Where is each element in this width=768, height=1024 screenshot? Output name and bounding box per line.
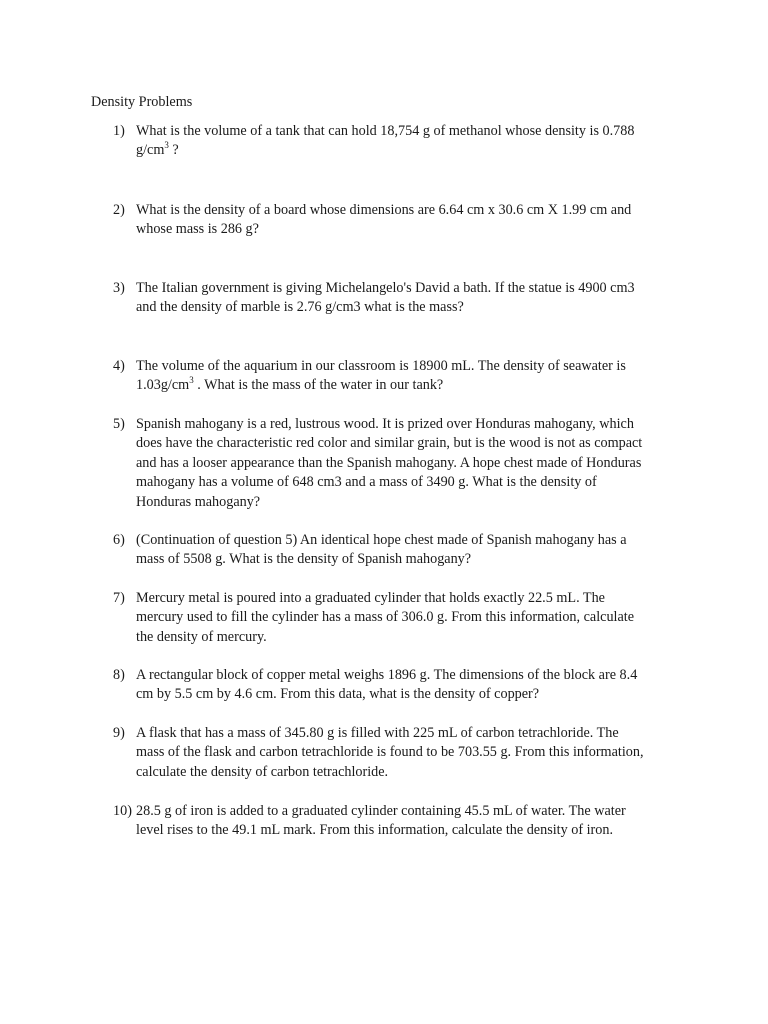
question-number: 10) xyxy=(113,803,132,819)
question-number: 5) xyxy=(113,416,125,432)
question-text xyxy=(136,279,673,318)
question-number: 6) xyxy=(113,532,125,548)
question-text xyxy=(136,531,673,570)
question-line: and the density of marble is 2.76 g/cm3 what is the mass? xyxy=(136,299,464,316)
question-line: (Continuation of question 5) An identical hope chest made of Spanish mahogany has a xyxy=(136,532,627,548)
question-item xyxy=(113,531,673,570)
question-text xyxy=(136,802,673,841)
question-line: What is the volume of a tank that can hold 18,754 g of methanol whose density is 0.788 xyxy=(136,123,635,139)
question-text xyxy=(136,415,673,512)
question-line: The Italian government is giving Michelangelo's David a bath. If the statue is 4900 cm3 xyxy=(136,280,635,296)
question-text xyxy=(136,724,673,782)
question-item xyxy=(113,802,673,841)
question-number: 7) xyxy=(113,590,125,606)
question-line: the density of mercury. xyxy=(136,628,267,645)
question-line: Mercury metal is poured into a graduated cylinder that holds exactly 22.5 mL. The xyxy=(136,590,605,606)
question-line xyxy=(136,141,673,160)
question-item xyxy=(113,666,673,705)
question-line: Spanish mahogany is a red, lustrous wood. It is prized over Honduras mahogany, which xyxy=(136,416,634,432)
question-item xyxy=(113,201,673,240)
unit-tail-text: ? xyxy=(168,142,179,159)
question-item xyxy=(113,122,673,161)
question-number: 1) xyxy=(113,123,125,139)
question-number: 8) xyxy=(113,667,125,683)
question-line: mass of 5508 g. What is the density of Spanish mahogany? xyxy=(136,551,472,568)
question-line: The volume of the aquarium in our classroom is 18900 mL. The density of seawater is xyxy=(136,358,626,374)
question-number: 4) xyxy=(113,358,125,374)
unit-superscript: 3 xyxy=(189,375,194,386)
question-text xyxy=(136,201,673,240)
question-item xyxy=(113,357,673,396)
question-line: mercury used to fill the cylinder has a mass of 306.0 g. From this information, calculate xyxy=(136,609,635,626)
question-line: whose mass is 286 g? xyxy=(136,221,259,238)
question-line: A flask that has a mass of 345.80 g is filled with 225 mL of carbon tetrachloride. The xyxy=(136,725,619,741)
document-title: Density Problems xyxy=(91,94,193,110)
question-line: does have the characteristic red color and similar grain, but is the wood is not as compact xyxy=(136,435,643,452)
question-number: 3) xyxy=(113,280,125,296)
question-text xyxy=(136,589,673,647)
unit-superscript: 3 xyxy=(164,140,169,151)
question-line: calculate the density of carbon tetrachloride. xyxy=(136,763,389,780)
question-text xyxy=(136,122,673,161)
unit-text: 1.03g/cm xyxy=(136,377,190,394)
question-line: cm by 5.5 cm by 4.6 cm. From this data, what is the density of copper? xyxy=(136,686,540,703)
question-number: 9) xyxy=(113,725,125,741)
question-line: What is the density of a board whose dimensions are 6.64 cm x 30.6 cm X 1.99 cm and xyxy=(136,202,632,218)
question-text xyxy=(136,357,673,396)
question-text xyxy=(136,666,673,705)
question-line: and has a looser appearance than the Spanish mahogany. A hope chest made of Honduras xyxy=(136,454,642,471)
question-item xyxy=(113,279,673,318)
question-item xyxy=(113,415,673,512)
unit-tail-text: . What is the mass of the water in our tank? xyxy=(193,377,444,394)
question-line: level rises to the 49.1 mL mark. From this information, calculate the density of iron. xyxy=(136,822,614,839)
question-item xyxy=(113,589,673,647)
question-line: 28.5 g of iron is added to a graduated cylinder containing 45.5 mL of water. The water xyxy=(136,803,626,819)
question-number: 2) xyxy=(113,202,125,218)
question-line: A rectangular block of copper metal weighs 1896 g. The dimensions of the block are 8.4 xyxy=(136,667,638,683)
question-line: mahogany has a volume of 648 cm3 and a mass of 3490 g. What is the density of xyxy=(136,474,597,491)
question-item xyxy=(113,724,673,782)
question-line xyxy=(136,376,673,395)
question-line: Honduras mahogany? xyxy=(136,493,261,510)
question-line: mass of the flask and carbon tetrachloride is found to be 703.55 g. From this information, xyxy=(136,744,644,761)
unit-text: g/cm xyxy=(136,142,165,159)
